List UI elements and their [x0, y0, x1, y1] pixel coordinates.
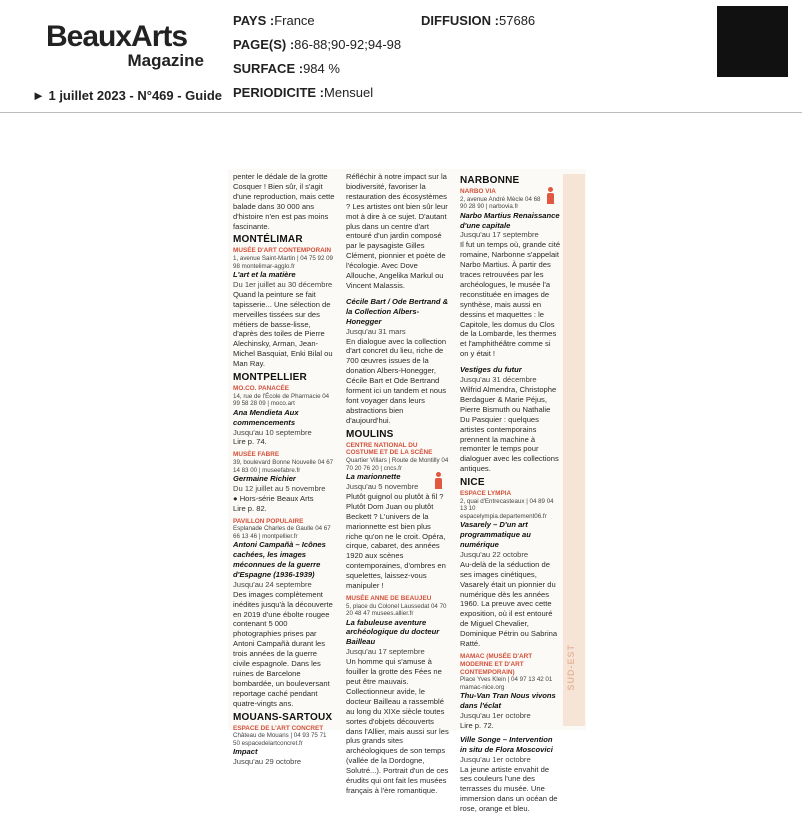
exhibition-title: Narbo Martius Renaissance d'une capitale — [460, 210, 560, 230]
exhibition-title: La fabuleuse aventure archéologique du docteur Bailleau — [346, 617, 440, 647]
exhibition-dates: Jusqu'au 31 décembre — [460, 375, 537, 385]
meta-diffusion-value: 57686 — [499, 13, 536, 28]
paragraph: Plutôt guignol ou plutôt à fil ? Plutôt Dom Juan ou plutôt Beckett ? L'univers de la marionnette est bien plus riche qu'on ne le croit. Opéra, cirque, cabaret, des années 1920 aux scènes contemporaines, d'ombres en squelettes, laissez-vous manipuler ! — [346, 491, 446, 591]
exhibition-title: Ville Songe – Intervention in situ de Flora Moscovici — [460, 734, 553, 754]
exhibition-title: Vestiges du futur — [460, 365, 522, 375]
meta-pays — [233, 13, 315, 28]
exhibition-dates: Jusqu'au 5 novembre — [346, 481, 419, 491]
meta-diffusion — [421, 13, 535, 28]
side-tab — [563, 174, 585, 726]
magazine-logo — [46, 22, 206, 70]
exhibition-dates: Jusqu'au 10 septembre — [233, 427, 312, 437]
paragraph: penter le dédale de la grotte Cosquer ! Bien sûr, il s'agit d'une reproduction, mais cette balade dans 30 000 ans d'histoire n'en est pas moins fascinante. — [233, 172, 335, 231]
venue-address: Quartier Villars | Route de Montilly 04 70 20 76 20 | cncs.fr — [346, 457, 449, 472]
paragraph: Quand la peinture se fait tapisserie... Une sélection de merveilles tissées sur des métiers de basse-lisse, d'après des toiles de Pierre Alechinsky, Arman, Jean-Michel Basquiat, Enki Bilal ou Man Ray. — [233, 289, 333, 369]
meta-surface-label: SURFACE : — [233, 61, 304, 76]
exhibition-dates: Du 12 juillet au 5 novembre — [233, 483, 326, 493]
paragraph: Wilfrid Almendra, Christophe Berdaguer & Marie Péjus, Pierre Bismuth ou Nathalie Du Pasquier : quelques artistes contemporains prennent la machine à remonter le temps pour dialoguer avec les collections antiques. — [460, 385, 559, 474]
city-heading: NICE — [460, 477, 485, 489]
logo-main: BeauxArts — [46, 20, 188, 53]
paragraph: Des images complètement inédites jusqu'à la découverte en 2019 d'une ébolte rougee contenant 5 000 photographies prises par Antoni Campañà durant les trois années de la guerre civile espagnole. Dans les ruines de Barcelone bombardée, un bouleversant reportage caché pendant quatre-vingts ans. — [233, 589, 333, 708]
paragraph: La jeune artiste envahit de ses couleurs l'une des terrasses du musée. Une immersion dans un océan de rose, orange et bleu. — [460, 764, 558, 814]
venue-name: ESPACE LYMPIA — [460, 490, 512, 498]
exhibition-dates: Jusqu'au 29 octobre — [233, 757, 302, 767]
venue-address: 1, avenue Saint-Martin | 04 75 92 09 98 montelimar-agglo.fr — [233, 255, 333, 270]
venue-address: 39, boulevard Bonne Nouvelle 04 67 14 83 00 | museefabre.fr — [233, 459, 334, 474]
exhibition-title: Vasarely – D'un art programmatique au numérique — [460, 520, 531, 549]
venue-address: 2, avenue André Mècle 04 68 90 28 90 | narbovia.fr — [460, 195, 541, 211]
venue-name: CENTRE NATIONAL DU COSTUME ET DE LA SCÈNE — [346, 441, 433, 457]
venue-name: MUSÉE ANNE DE BEAUJEU — [346, 594, 432, 602]
paragraph: Au-delà de la séduction de ses images cinétiques, Vasarely était un pionnier du numérique dès les années 1960. La preuve avec cette exposition, où il est entouré de Miguel Chevalier, Dominique Pétrin ou Sabrina Ratté. — [460, 559, 558, 649]
page-reference: Lire p. 74. — [233, 437, 267, 447]
article-column-2 — [346, 172, 449, 797]
exhibition-dates: Jusqu'au 24 septembre — [233, 579, 312, 589]
exhibition-title: Antoni Campañà – Icônes cachées, les images méconnues de la guerre d'Espagne (1936-1939) — [233, 540, 326, 579]
page-reference: Lire p. 82. — [233, 503, 267, 513]
venue-name: MAMAC (MUSÉE D'ART MODERNE ET D'ART CONTEMPORAIN) — [460, 652, 533, 676]
venue-address: 2, quai d'Entrecasteaux | 04 89 04 13 10 espacelympia.departement06.fr — [460, 497, 554, 520]
logo-sub: Magazine — [127, 51, 204, 70]
venue-address: Château de Mouans | 04 93 75 71 50 espacedelartconcret.fr — [233, 732, 327, 747]
meta-surface — [233, 61, 340, 76]
meta-periodicite — [233, 85, 373, 100]
exhibition-dates: Jusqu'au 17 septembre — [460, 230, 539, 240]
paragraph: Un homme qui s'amuse à fouiller la grotte des Fées ne peut être mauvais. Collectionneur avide, le docteur Bailleau a rassemblé au long du XIXe siècle toutes sortes d'objets découverts dans l'Allier, mais aussi sur les plus grands sites archéologiques de son temps (vallée de la Dordogne, Solutré...). Portrait d'un de ces érudits qui ont fait les musées français à l'ère romantique. — [346, 657, 449, 795]
city-heading: MOUANS-SARTOUX — [233, 711, 333, 723]
exhibition-title: Impact — [233, 747, 258, 757]
page-reference: Lire p. 72. — [460, 720, 494, 730]
redaction-box — [717, 6, 788, 77]
meta-diffusion-label: DIFFUSION : — [421, 13, 499, 28]
exhibition-dates: Jusqu'au 1er octobre — [460, 754, 531, 764]
venue-address: 14, rue de l'École de Pharmacie 04 99 58 28 09 | moco.art — [233, 392, 330, 408]
exhibition-title: Thu-Van Tran Nous vivons dans l'éclat — [460, 691, 556, 711]
meta-surface-value: 984 % — [303, 61, 340, 76]
family-icon — [547, 187, 561, 205]
venue-name: ESPACE DE L'ART CONCRET — [233, 724, 324, 732]
city-heading: MOULINS — [346, 428, 394, 440]
hors-serie-note: ● Hors-série Beaux Arts — [233, 493, 314, 503]
venue-address: Place Yves Klein | 04 97 13 42 01 mamac-nice.org — [460, 676, 553, 691]
article-column-3 — [460, 172, 561, 815]
exhibition-dates: Jusqu'au 22 octobre — [460, 549, 529, 559]
city-heading: NARBONNE — [460, 175, 520, 186]
venue-name: NARBO VIA — [460, 188, 496, 195]
exhibition-title: Cécile Bart / Ode Bertrand & la Collection Albers-Honegger — [346, 296, 449, 326]
venue-address: 5, place du Colonel Laussedat 04 70 20 48 47 musees.allier.fr — [346, 602, 447, 618]
city-heading: MONTPELLIER — [233, 372, 307, 384]
meta-pages-value: 86-88;90-92;94-98 — [294, 37, 402, 52]
meta-periodicite-value: Mensuel — [324, 85, 374, 100]
family-icon — [435, 472, 449, 490]
article-column-1 — [233, 172, 335, 767]
exhibition-dates: Du 1er juillet au 30 décembre — [233, 279, 333, 289]
meta-pays-label: PAYS : — [233, 13, 275, 28]
exhibition-title: La marionnette — [346, 472, 401, 482]
exhibition-dates: Jusqu'au 1er octobre — [460, 710, 531, 720]
exhibition-title: L'art et la matière — [233, 270, 296, 280]
header-divider — [0, 112, 802, 113]
exhibition-dates: Jusqu'au 17 septembre — [346, 647, 425, 657]
exhibition-title: Germaine Richier — [233, 473, 296, 483]
venue-name: PAVILLON POPULAIRE — [233, 517, 304, 525]
venue-name: MUSÉE D'ART CONTEMPORAIN — [233, 247, 332, 255]
paragraph: En dialogue avec la collection d'art concret du lieu, riche de 700 œuvres issues de la donation Albers-Honegger, Cécile Bart et Ode Bertrand forment ici un tandem et nous font voyager dans leurs abstractions bien d'aujourd'hui. — [346, 336, 447, 425]
press-header — [0, 0, 802, 112]
side-tab-label: SUD-EST — [566, 644, 576, 691]
meta-pages — [233, 37, 401, 52]
meta-pays-value: France — [274, 13, 315, 28]
issue-line: ► 1 juillet 2023 - N°469 - Guide — [32, 88, 223, 103]
venue-name: MO.CO. PANACÉE — [233, 385, 289, 393]
paragraph: Il fut un temps où, grande cité romaine, Narbonne s'appelait Narbo Martius. À partir des traces retrouvées par les archéologues, le musée l'a reconstituée en images de synthèse, mais aussi en dessins et maquettes : le Capitole, les domus du Clos de la Lombarde, les thermes et l'amphithéâtre comme si on y était ! — [460, 240, 561, 359]
venue-address: Esplanade Charles de Gaulle 04 67 66 13 46 | montpellier.fr — [233, 525, 331, 540]
exhibition-title: Ana Mendieta Aux commencements — [233, 407, 299, 427]
meta-periodicite-label: PERIODICITE : — [233, 85, 325, 100]
venue-name: MUSÉE FABRE — [233, 451, 280, 459]
meta-pages-label: PAGE(S) : — [233, 37, 295, 52]
city-heading: MONTÉLIMAR — [233, 234, 303, 246]
paragraph: Réfléchir à notre impact sur la biodiversité, favoriser la restauration des écosystèmes ? Les artistes ont bien sûr leur mot à dire à ce sujet. D'autant plus dans un centre d'art entouré d'un jardin composé par le paysagiste Gilles Clément, pionnier et poète de l'écologie. Avec Dove Allouche, Angelika Markul ou Vincent Malassis. — [346, 172, 448, 290]
exhibition-dates: Jusqu'au 31 mars — [346, 326, 406, 336]
